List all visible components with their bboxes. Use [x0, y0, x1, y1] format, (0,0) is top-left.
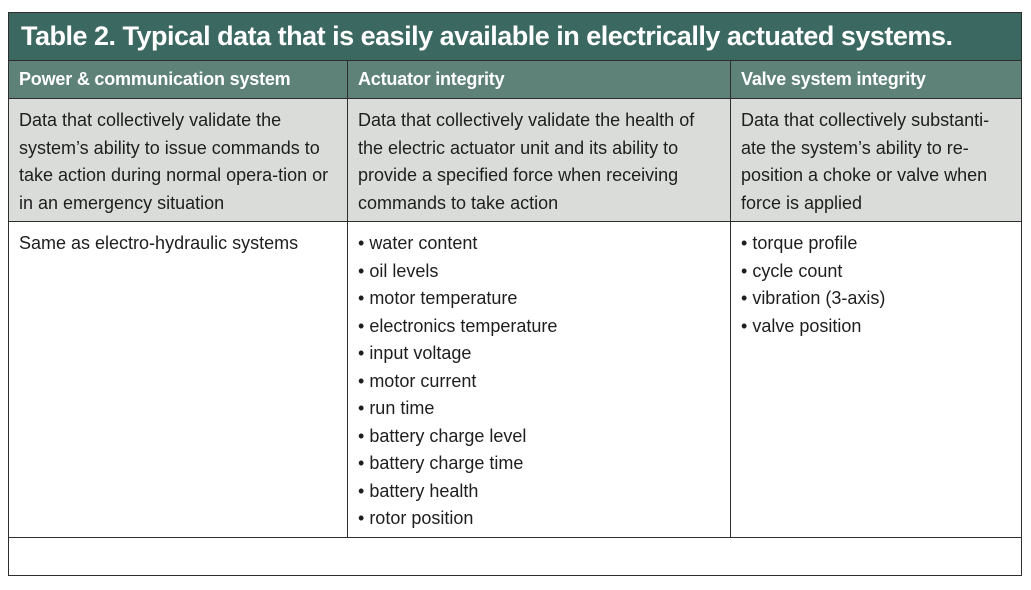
table-grid — [9, 61, 1021, 538]
column-header-actuator-integrity: Actuator integrity — [348, 61, 731, 99]
list-item: • water content — [358, 230, 720, 258]
list-item: • rotor position — [358, 505, 720, 533]
actuator-data-list — [358, 230, 720, 533]
table-title: Table 2. Typical data that is easily available in electrically actuated systems. — [9, 13, 1021, 61]
list-item: • battery charge time — [358, 450, 720, 478]
column-header-power-communication: Power & communication system — [9, 61, 348, 99]
valve-data-list — [741, 230, 1011, 340]
column-header-valve-system-integrity: Valve system integrity — [731, 61, 1021, 99]
description-actuator-integrity: Data that collectively validate the health of the electric actuator unit and its ability to provide a specified force when receiving commands to take action — [348, 99, 731, 222]
list-item: • electronics temperature — [358, 313, 720, 341]
list-item: • vibration (3-axis) — [741, 285, 1011, 313]
data-cell-valve-system-integrity — [731, 222, 1021, 538]
data-table — [8, 12, 1022, 576]
list-item: • input voltage — [358, 340, 720, 368]
cell-text: Same as electro-hydraulic systems — [19, 233, 299, 253]
data-cell-power-communication — [9, 222, 348, 538]
list-item: • torque profile — [741, 230, 1011, 258]
list-item: • battery health — [358, 478, 720, 506]
list-item: • cycle count — [741, 258, 1011, 286]
description-power-communication: Data that collectively validate the system’s ability to issue commands to take action during normal opera-tion or in an emergency situation — [9, 99, 348, 222]
list-item: • battery charge level — [358, 423, 720, 451]
list-item: • oil levels — [358, 258, 720, 286]
list-item: • motor current — [358, 368, 720, 396]
list-item: • motor temperature — [358, 285, 720, 313]
list-item: • run time — [358, 395, 720, 423]
description-valve-system-integrity: Data that collectively substanti-ate the system’s ability to re-position a choke or valve when force is applied — [731, 99, 1021, 222]
list-item: • valve position — [741, 313, 1011, 341]
data-cell-actuator-integrity — [348, 222, 731, 538]
